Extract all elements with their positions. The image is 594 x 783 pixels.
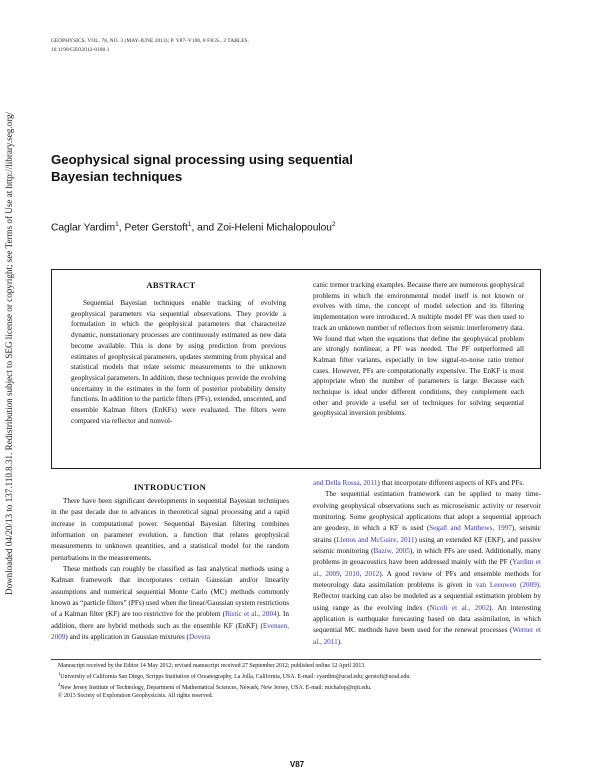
citation-link[interactable]: 2012 xyxy=(364,569,380,578)
page-number: V87 xyxy=(289,760,305,769)
author-1: Caglar Yardim xyxy=(51,222,116,234)
journal-citation: GEOPHYSICS, VOL. 78, NO. 3 (MAY-JUNE 2013); P. V87–V100, 8 FIGS., 2 TABLES. xyxy=(51,38,250,44)
journal-header xyxy=(51,37,249,54)
introduction-heading: INTRODUCTION xyxy=(133,482,207,492)
abstract-right-column: canic tremor tracking examples. Because there are numerous geophysical problems in which the environmental model itself is not known or evolves with time, the concept of model selection and its filtering implementation were introduced. A multiple model PF was then used to track an unknown number of reflectors from seismic interferometry data. We found that when the equations that define the geophysical problem are strongly nonlinear, a PF was needed. The PF outperformed all Kalman filter variants, especially in low signal-to-noise ratio tremor cases. However, PFs are computationally expensive. The EnKF is most appropriate when the number of parameters is large. Because each technique is ideal under different conditions, they complement each other and provide a useful set of techniques for solving sequential geophysical inversion problems. xyxy=(313,281,524,418)
copyright-notice: © 2013 Society of Exploration Geophysicists. All rights reserved. xyxy=(58,693,213,700)
received-note: Manuscript received by the Editor 14 May 2012; revised manuscript received 27 September 2012; published online 12 April 2013. xyxy=(58,663,366,669)
citation-link[interactable]: Werner et al., 2011 xyxy=(313,626,542,646)
introduction-right-column xyxy=(313,478,541,648)
citation-link[interactable]: Evensen, 2009 xyxy=(51,621,289,642)
abstract-left-column: Sequential Bayesian techniques enable tracking of evolving geophysical parameters via sequential observations. They provide a formulation in which the geophysical parameters that characterize dynamic, nonstationary processes are continuously estimated as new data become available. This is done by using prediction from previous estimates of geophysical parameters, updates stemming from physical and statistical models that relate seismic measurements to the unknown geophysical parameters. In addition, these techniques provide the evolving uncertainty in the estimates in the form of posterior probability density functions. In addition to the particle filters (PFs), extended, unscented, and ensemble Kalman filters (EnKFs) were evaluated. The filters were compared via reflector and nonvol- xyxy=(71,299,286,425)
author-separator: , xyxy=(118,222,125,234)
citation-link[interactable]: Yardim et al., 2009 xyxy=(313,558,541,578)
citation-link[interactable]: Segall and Matthews, 1997 xyxy=(429,524,512,533)
title-line-1: Geophysical signal processing using sequential xyxy=(51,152,353,167)
title-line-2: Bayesian techniques xyxy=(51,169,183,184)
citation-link[interactable]: Dovera xyxy=(188,633,211,642)
paper-title xyxy=(51,151,391,185)
citation-link[interactable]: Llenos and McGuire, 2011 xyxy=(336,535,415,544)
affiliation-2: $^2$New Jersey Institute of Technology, Department of Mathematical Sciences, Newark, New Jersey, USA. E-mail: michalop@njit.edu. xyxy=(58,682,372,692)
citation-link[interactable]: Ristic et al., 2004 xyxy=(225,610,277,619)
citation-link[interactable]: van Leeuwen (2009) xyxy=(475,581,540,590)
intro-paragraph-1: There have been significant developments in sequential Bayesian techniques in the past decade due to advances in theoretical signal processing and a rapid increase in computational power. Sequential Bayesian filtering combines information on parameter evolution, a function that relates geophysical measurements to unknown quantities, and a statistical model for the random perturbations in the measurements. xyxy=(51,497,289,562)
citation-link[interactable]: and Della Rossa, 2011 xyxy=(313,479,378,487)
author-2-affiliation: 1 xyxy=(187,221,192,228)
footnote-divider xyxy=(51,659,541,660)
doi[interactable]: 10.1190/GEO2012-0180.1 xyxy=(51,46,110,53)
footnotes xyxy=(58,662,548,700)
citation-link[interactable]: Baziw, 2005 xyxy=(373,547,410,556)
intro-paragraph-continued: and Della Rossa, 2011) that incorporate different aspects of KFs and PFs. xyxy=(313,479,525,487)
author-3: Zoi-Heleni Michalopoulou xyxy=(217,222,332,234)
introduction-left-column xyxy=(51,496,289,643)
affiliation-1: $^1$University of California San Diego, Scripps Institution of Oceanography, La Jolla, California, USA. E-mail: cyardim@ucsd.edu; gerstoft@ucsd.edu. xyxy=(58,671,411,681)
author-separator: , and xyxy=(191,222,218,234)
author-1-affiliation: 1 xyxy=(115,221,119,228)
author-2: Peter Gerstoft xyxy=(124,222,188,234)
citation-link[interactable]: Nicoli et al., 2002 xyxy=(429,603,490,612)
author-list xyxy=(51,221,451,233)
author-3-affiliation: 2 xyxy=(331,221,336,228)
citation-link[interactable]: 2010 xyxy=(345,569,360,578)
abstract-heading: ABSTRACT xyxy=(146,280,196,290)
intro-paragraph-3: The sequential estimation framework can be applied to many time-evolving geophysical observations such as microseismic activity or reservoir monitoring. Some geophysical applications that adopt a sequential approach are geodesy, in which a KF is used (Segall and Matthews, 1997), seismic strains (Llenos and McGuire, 2011) using an extended KF (EKF), and passive seismic monitoring (Baziw, 2005), in which PFs are used. Additionally, many problems in geoacoustics have been addressed mainly with the PF (Yardim et al., 2009, 2010, 2012). A good review of PFs and ensemble methods for meteorology data assimilation problems is given in van Leeuwen (2009). Reflector tracking can also be modeled as a sequential estimation problem by using range as the evolving index (Nicoli et al., 2002). An interesting application is earthquake forecasting based on data assimilation, in which sequential MC methods have been used for the renewal processes (Werner et al., 2011). xyxy=(313,490,542,646)
intro-paragraph-2: These methods can roughly be classified as fast analytical methods using a Kalman framework that incorporates certain Gaussian and/or linearity assumptions and numerical sequential Monte Carlo (MC) methods commonly known as “particle filters” (PFs) used when the linear/Gaussian system restrictions of a Kalman filter (KF) are too restrictive for the problem (Ristic et al., 2004). In addition, there are hybrid methods such as the ensemble KF (EnKF) (Evensen, 2009) and its application in Gaussian mixtures (Dovera xyxy=(51,565,289,642)
download-notice: Downloaded 04/20/13 to 137.110.8.31. Redistribution subject to SEG license or copyright; see Terms of Use at http://library.seg.org/ xyxy=(4,111,14,595)
abstract-box xyxy=(51,269,541,469)
